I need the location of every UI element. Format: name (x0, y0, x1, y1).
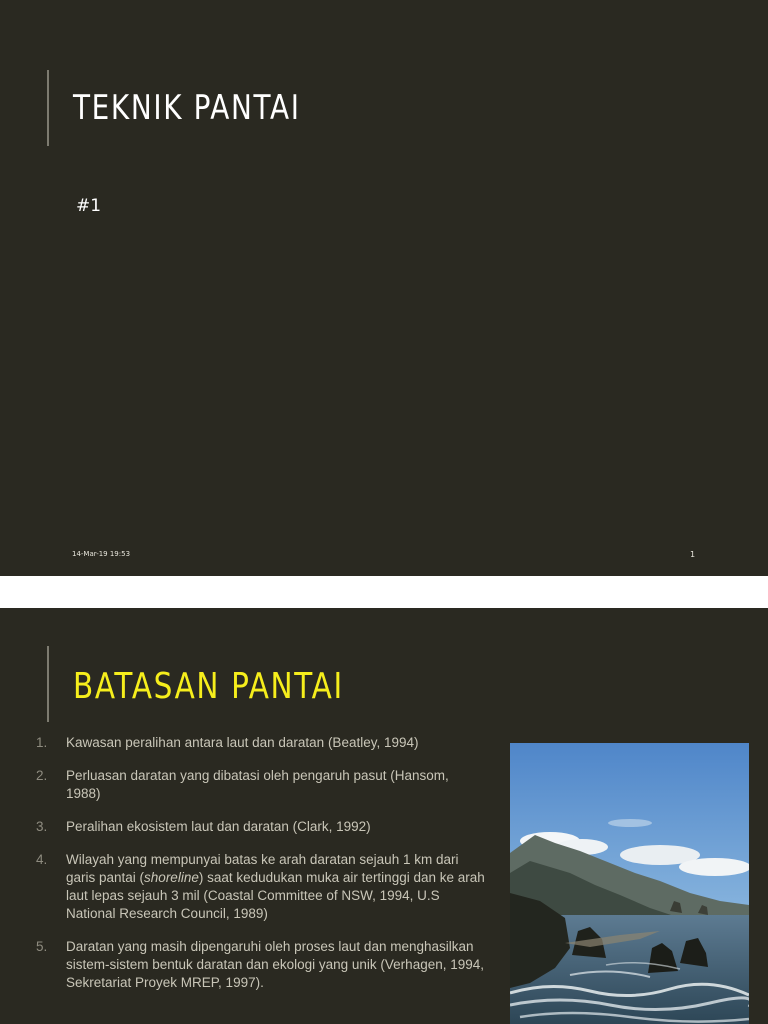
list-item-text: Peralihan ekosistem laut dan daratan (Clark, 1992) (66, 819, 371, 834)
list-item-emphasis: shoreline (144, 870, 199, 885)
slide-number: 1 (690, 550, 696, 559)
list-item-number: 1. (36, 735, 48, 750)
list-item-text: Daratan yang masih dipengaruhi oleh proses laut dan menghasilkan sistem-sistem bentuk daratan dan ekologi yang unik (Verhagen, 1994, Sekretariat Proyek MREP, 1997). (66, 939, 485, 990)
list-item (36, 767, 486, 803)
slide-title: TEKNIK PANTAI (73, 88, 301, 128)
title-accent-bar (47, 646, 49, 722)
list-item-number: 5. (36, 939, 48, 954)
footer-date: 14-Mar-19 19:53 (72, 550, 131, 558)
list-item (36, 938, 486, 992)
list-item-number: 4. (36, 852, 48, 867)
list-item-number: 2. (36, 768, 48, 783)
list-item-text-before: Wilayah yang mempunyai batas ke arah daratan sejauh 1 km dari garis pantai ( (66, 852, 459, 885)
list-item-text: Kawasan peralihan antara laut dan daratan (Beatley, 1994) (66, 735, 419, 750)
list-item-number: 3. (36, 819, 48, 834)
coastline-photo (510, 743, 749, 1024)
list-item-text: Perluasan daratan yang dibatasi oleh pengaruh pasut (Hansom, 1988) (66, 768, 449, 801)
list-item (36, 851, 486, 923)
list-item-text-after: ) saat kedudukan muka air tertinggi dan ke arah laut lepas sejauh 3 mil (Coastal Committee of NSW, 1994, U.S National Research Council, 1989) (66, 870, 485, 921)
slide-title: BATASAN PANTAI (73, 666, 344, 707)
title-accent-bar (47, 70, 49, 146)
definition-list (36, 734, 486, 1007)
slide-subtitle: #1 (76, 196, 102, 216)
slide-2 (0, 608, 768, 1024)
slide-separator (0, 576, 768, 608)
list-item (36, 818, 486, 836)
list-item (36, 734, 486, 752)
